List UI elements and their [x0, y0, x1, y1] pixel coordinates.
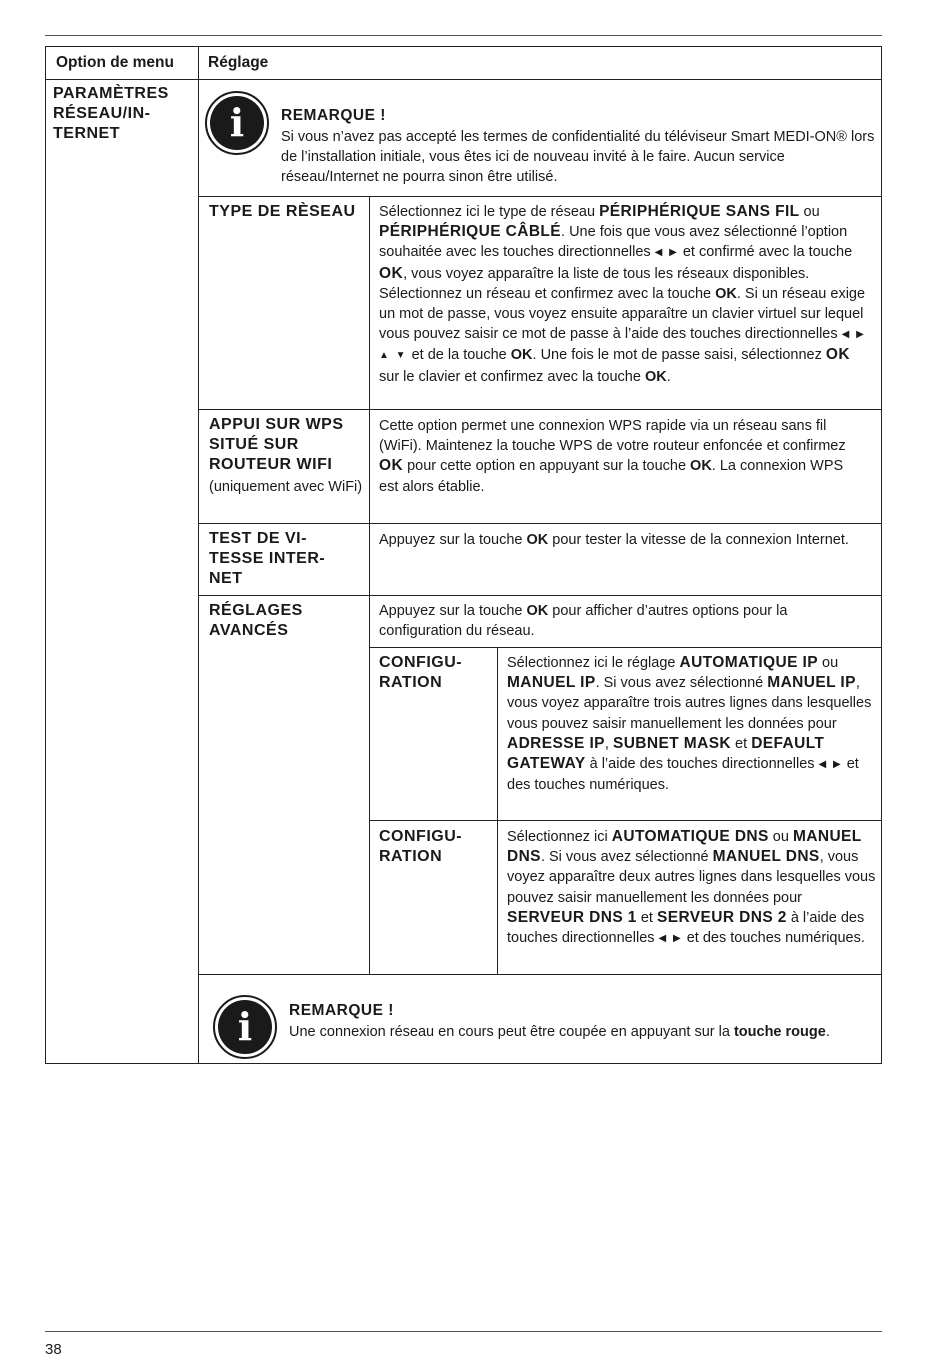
- info-icon: i: [205, 91, 269, 155]
- row-divider: [369, 647, 882, 648]
- page-number: 38: [45, 1341, 62, 1358]
- settings-table: [45, 46, 882, 1064]
- note-remark: [281, 107, 876, 188]
- note-title: REMARQUE !: [281, 107, 386, 124]
- arrow-keys-icon: ◀ ▶: [658, 933, 683, 945]
- row-divider: [198, 595, 882, 596]
- option-advanced: RÉGLAGES AVANCÉS: [209, 602, 303, 639]
- option-wps-desc: Cette option permet une connexion WPS rapide via un réseau sans fil (WiFi). Maintenez la touche WPS de votre routeur enfoncée et confirmez OK pour cette option en appuyant sur la touche OK. La connexion WPS est alors établie.: [379, 418, 846, 495]
- option-speed-test: TEST DE VI- TESSE INTER- NET: [209, 530, 326, 587]
- arrow-keys-icon: ◀ ▶: [654, 247, 679, 259]
- suboption-dns-config: CONFIGU- RATION: [379, 828, 463, 865]
- top-rule: [45, 35, 882, 36]
- suboption-ip-config: CONFIGU- RATION: [379, 654, 463, 691]
- info-icon: i: [213, 995, 277, 1059]
- row-divider: [198, 523, 882, 524]
- row-divider: [369, 820, 882, 821]
- column-divider: [198, 47, 199, 1064]
- suboption-dns-config-desc: Sélectionnez ici AUTOMATIQUE DNS ou MANUEL DNS. Si vous avez sélectionné MANUEL DNS, vous voyez apparaître deux autres lignes dans lesquelles vous pouvez saisir manuellement les données pour SERVEUR DNS 1 et SERVEUR DNS 2 à l’aide des touches directionnelles ◀ ▶ et des touches numériques.: [507, 828, 876, 947]
- header-divider: [46, 79, 882, 80]
- option-network-type: TYPE DE RÈSEAU: [209, 203, 356, 220]
- note-title: REMARQUE !: [289, 1002, 394, 1019]
- option-advanced-desc: Appuyez sur la touche OK pour afficher d’autres options pour la configuration du réseau.: [379, 603, 788, 640]
- note-text: Si vous n’avez pas accepté les termes de confidentialité du téléviseur Smart MEDI-ON® lors de l’installation initiale, vous êtes ici de nouveau invité à le faire. Aucun service réseau/Internet ne pourra sinon être utilisé.: [281, 129, 875, 186]
- section-title: PARAMÈTRES RÉSEAU/IN- TERNET: [53, 85, 169, 142]
- note-remark: [289, 1002, 879, 1042]
- header-option: Option de menu: [56, 54, 174, 71]
- subcolumn-divider: [369, 196, 370, 974]
- bottom-rule: [45, 1331, 882, 1332]
- option-wps: APPUI SUR WPS SITUÉ SUR ROUTEUR WIFI (uniquement avec WiFi): [209, 416, 363, 495]
- row-divider: [198, 409, 882, 410]
- row-divider: [198, 974, 882, 975]
- option-speed-test-desc: Appuyez sur la touche OK pour tester la vitesse de la connexion Internet.: [379, 532, 849, 548]
- option-wps-note: (uniquement avec WiFi): [209, 479, 363, 495]
- arrow-keys-icon: ◀ ▶ ▲ ▼: [379, 329, 866, 362]
- arrow-keys-icon: ◀ ▶: [818, 759, 843, 771]
- header-setting: Réglage: [208, 54, 269, 71]
- row-divider: [198, 196, 882, 197]
- note-text: Une connexion réseau en cours peut être coupée en appuyant sur la touche rouge.: [289, 1024, 830, 1040]
- subcolumn-divider: [497, 647, 498, 974]
- suboption-ip-config-desc: Sélectionnez ici le réglage AUTOMATIQUE IP ou MANUEL IP. Si vous avez sélectionné MANUEL IP, vous voyez apparaître trois autres lignes dans lesquelles vous pouvez saisir manuellement les données pour ADRESSE IP, SUBNET MASK et DEFAULT GATEWAY à l’aide des touches directionnelles ◀ ▶ et des touches numériques.: [507, 654, 872, 794]
- option-network-type-desc: Sélectionnez ici le type de réseau PÉRIPHÉRIQUE SANS FIL ou PÉRIPHÉRIQUE CÂBLÉ. Une fois que vous avez sélectionné l’option souhaitée avec les touches directionnelles ◀ ▶ et confirmé avec la touche OK, vous voyez apparaître la liste de tous les réseaux disponibles. Sélectionnez un réseau et confirmez avec la touche OK. Si un réseau exige un mot de passe, vous voyez ensuite apparaître un clavier virtuel sur lequel vous pouvez saisir ce mot de passe à l’aide des touches directionnelles ◀ ▶ ▲ ▼ et de la touche OK. Une fois le mot de passe saisi, sélectionnez OK sur le clavier et confirmez avec la touche OK.: [379, 203, 866, 385]
